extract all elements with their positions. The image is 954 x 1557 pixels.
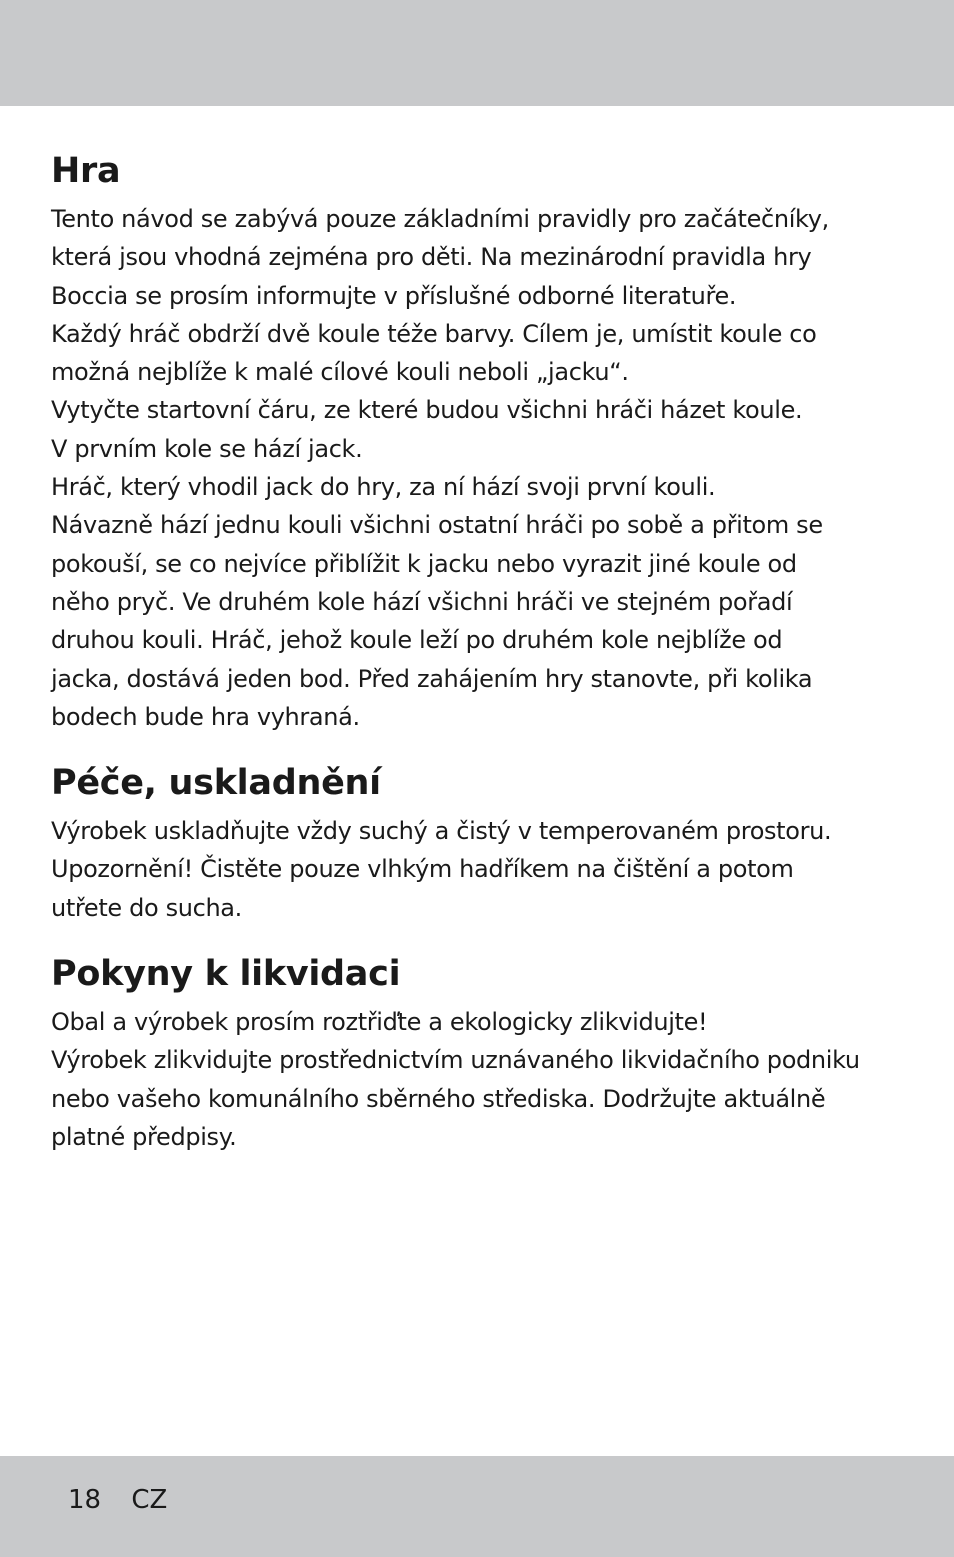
body-line: druhou kouli. Hráč, jehož koule leží po druhém kole nejblíže od — [51, 626, 783, 655]
body-line: Hráč, který vhodil jack do hry, za ní hází svoji první kouli. — [51, 473, 716, 502]
body-line: V prvním kole se hází jack. — [51, 434, 363, 463]
body-line: Boccia se prosím informujte v příslušné odborné literatuře. — [51, 281, 737, 310]
body-line: jacka, dostává jeden bod. Před zahájením hry stanovte, při kolika — [51, 664, 813, 693]
header-band — [0, 0, 954, 106]
page-footer — [68, 1482, 167, 1518]
body-line: bodech bude hra vyhraná. — [51, 702, 360, 731]
body-line: něho pryč. Ve druhém kole hází všichni hráči ve stejném pořadí — [51, 587, 793, 616]
body-line: možná nejblíže k malé cílové kouli neboli „jacku“. — [51, 358, 629, 387]
language-code: CZ — [131, 1485, 168, 1515]
page-number: 18 — [68, 1485, 102, 1515]
body-line: Každý hráč obdrží dvě koule téže barvy. Cílem je, umístit koule co — [51, 319, 817, 348]
body-line: Upozornění! Čistěte pouze vlhkým hadříkem na čištění a potom — [51, 855, 794, 884]
body-line: Tento návod se zabývá pouze základními pravidly pro začátečníky, — [51, 205, 829, 233]
body-line: Vytyčte startovní čáru, ze které budou všichni hráči házet koule. — [51, 396, 803, 425]
body-line: Výrobek uskladňujte vždy suchý a čistý v temperovaném prostoru. — [51, 817, 832, 846]
section-body — [51, 1003, 921, 1156]
body-line: pokouší, se co nejvíce přiblížit k jacku nebo vyrazit jiné koule od — [51, 549, 797, 578]
body-line: nebo vašeho komunálního sběrného střediska. Dodržujte aktuálně — [51, 1084, 826, 1113]
section-hra — [51, 148, 921, 736]
body-line: Obal a výrobek prosím roztřiďte a ekologicky zlikvidujte! — [51, 1008, 708, 1037]
body-line: Návazně hází jednu kouli všichni ostatní hráči po sobě a přitom se — [51, 511, 823, 540]
body-line: platné předpisy. — [51, 1122, 237, 1151]
section-heading: Péče, uskladnění — [51, 763, 381, 804]
section-pokyny-k-likvidaci — [51, 951, 921, 1156]
section-heading: Pokyny k likvidaci — [51, 954, 401, 995]
body-line: utřete do sucha. — [51, 893, 242, 922]
section-body — [51, 812, 921, 927]
body-line: která jsou vhodná zejména pro děti. Na mezinárodní pravidla hry — [51, 243, 812, 272]
section-body — [51, 200, 921, 736]
section-pece-uskladneni — [51, 760, 921, 927]
page-content — [51, 148, 921, 1180]
section-heading: Hra — [51, 151, 121, 191]
body-line: Výrobek zlikvidujte prostřednictvím uznávaného likvidačního podniku — [51, 1046, 860, 1075]
